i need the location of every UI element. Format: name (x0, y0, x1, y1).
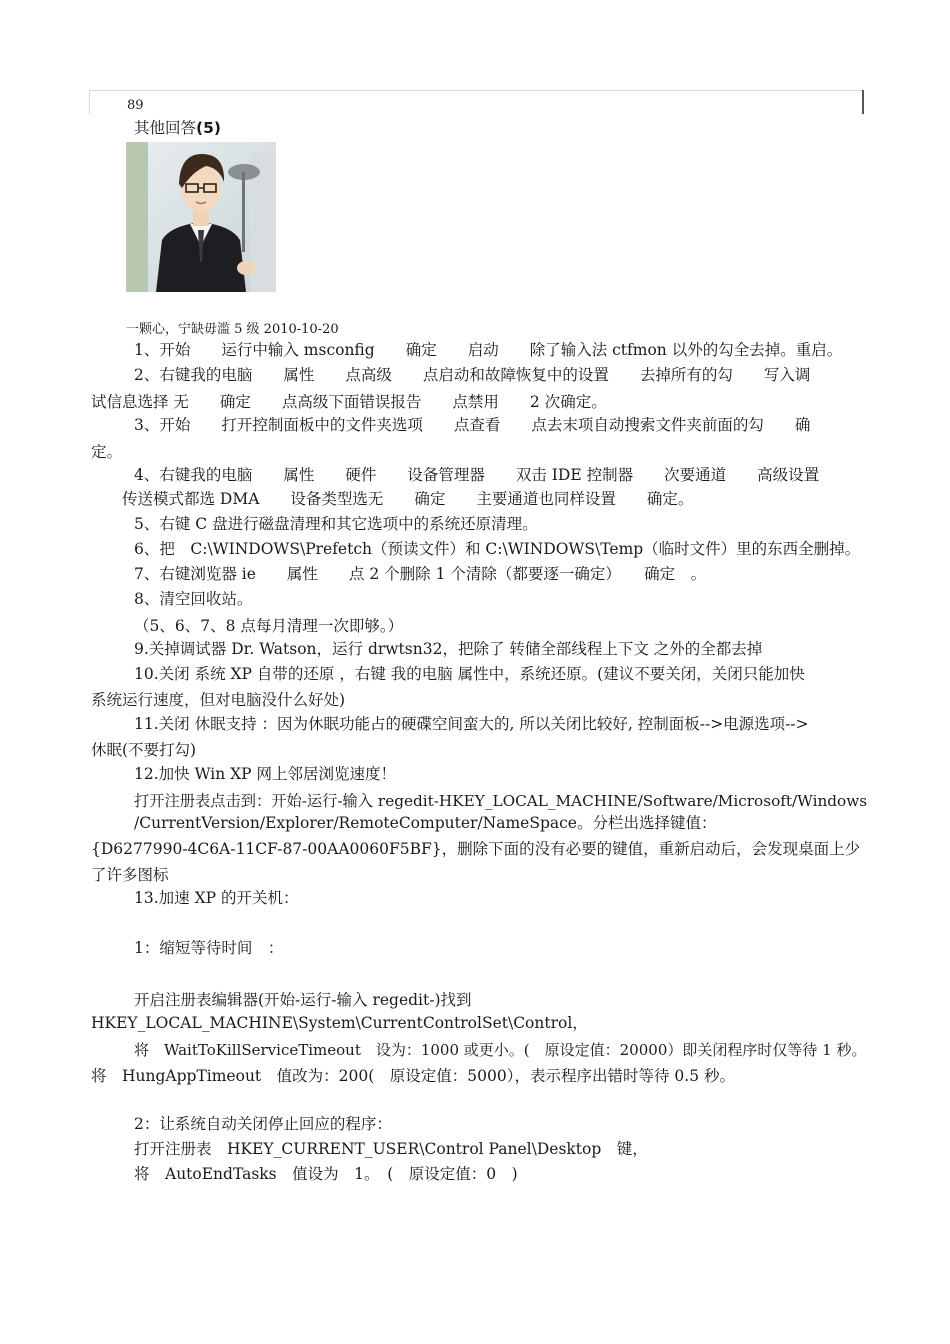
avatar (126, 142, 276, 292)
text-line: 4、右键我的电脑 属性 硬件 设备管理器 双击 IDE 控制器 次要通道 高级设置 (134, 466, 820, 484)
answer-meta: 一颗心，宁缺毋滥 5 级 2010-10-20 (126, 322, 339, 337)
text-line: 了许多图标 (91, 866, 169, 884)
text-line: 5、右键 C 盘进行磁盘清理和其它选项中的系统还原清理。 (134, 515, 538, 533)
frame-left-rule (89, 90, 90, 114)
text-line: 将 WaitToKillServiceTimeout 设为：1000 或更小。( 原设定值：20000）即关闭程序时仅等待 1 秒。 (134, 1041, 867, 1059)
answers-heading-title: 其他回答 (134, 119, 197, 137)
answers-count: (5) (196, 119, 221, 137)
text-line: 开启注册表编辑器(开始-运行-输入 regedit-)找到 (134, 991, 472, 1009)
text-line: 2：让系统自动关闭停止回应的程序： (134, 1115, 392, 1133)
frame-right-rule (862, 90, 864, 114)
text-line: 试信息选择 无 确定 点高级下面错误报告 点禁用 2 次确定。 (91, 393, 607, 411)
text-line: （5、6、7、8 点每月清理一次即够。） (134, 617, 404, 635)
text-line: 11.关闭 休眠支持 ：因为休眠功能占的硬碟空间蛮大的, 所以关闭比较好, 控制面板-->电源选项--> (134, 715, 809, 733)
text-line: 休眠(不要打勾) (91, 741, 197, 759)
text-line: 2、右键我的电脑 属性 点高级 点启动和故障恢复中的设置 去掉所有的勾 写入调 (134, 366, 811, 384)
text-line: {D6277990-4C6A-11CF-87-00AA0060F5BF}，删除下面的没有必要的键值，重新启动后，会发现桌面上少 (91, 840, 861, 858)
avatar-icon (126, 142, 276, 292)
text-line: 6、把 C:\WINDOWS\Prefetch（预读文件）和 C:\WINDOWS\Temp（临时文件）里的东西全删掉。 (134, 540, 861, 558)
text-line: 3、开始 打开控制面板中的文件夹选项 点查看 点去末项自动搜索文件夹前面的勾 确 (134, 416, 811, 434)
text-line: 打开注册表 HKEY_CURRENT_USER\Control Panel\Desktop 键， (134, 1140, 648, 1158)
text-line: 将 HungAppTimeout 值改为：200( 原设定值：5000），表示程序出错时等待 0.5 秒。 (91, 1067, 735, 1085)
text-line: 12.加快 Win XP 网上邻居浏览速度！ (134, 765, 396, 783)
text-line: 将 AutoEndTasks 值设为 1。 ( 原设定值：0 ) (134, 1165, 518, 1183)
text-line: 系统运行速度，但对电脑没什么好处) (91, 691, 346, 709)
text-line: 传送模式都选 DMA 设备类型选无 确定 主要通道也同样设置 确定。 (122, 490, 694, 508)
text-line: 7、右键浏览器 ie 属性 点 2 个删除 1 个清除（都要逐一确定） 确定 。 (134, 565, 707, 583)
text-line: HKEY_LOCAL_MACHINE\System\CurrentControlSet\Control， (91, 1014, 588, 1032)
text-line: 8、清空回收站。 (134, 590, 253, 608)
text-line: 打开注册表点击到：开始-运行-输入 regedit-HKEY_LOCAL_MACHINE/Software/Microsoft/Windows (134, 792, 868, 810)
text-line: 13.加速 XP 的开关机： (134, 889, 299, 907)
text-line: 9.关掉调试器 Dr. Watson，运行 drwtsn32，把除了 转储全部线程上下文 之外的全都去掉 (134, 640, 763, 658)
text-line: /CurrentVersion/Explorer/RemoteComputer/NameSpace。分栏出选择键值： (134, 814, 717, 832)
text-line: 1：缩短等待时间 ： (134, 939, 284, 957)
frame-top-rule (89, 90, 863, 91)
text-line: 定。 (91, 443, 123, 461)
page-number: 89 (127, 98, 144, 113)
text-line: 10.关闭 系统 XP 自带的还原 ，右键 我的电脑 属性中，系统还原。(建议不要关闭，关闭只能加快 (134, 665, 805, 683)
text-line: 1、开始 运行中输入 msconfig 确定 启动 除了输入法 ctfmon 以外的勾全去掉。重启。 (134, 341, 843, 359)
answers-heading (134, 118, 221, 138)
